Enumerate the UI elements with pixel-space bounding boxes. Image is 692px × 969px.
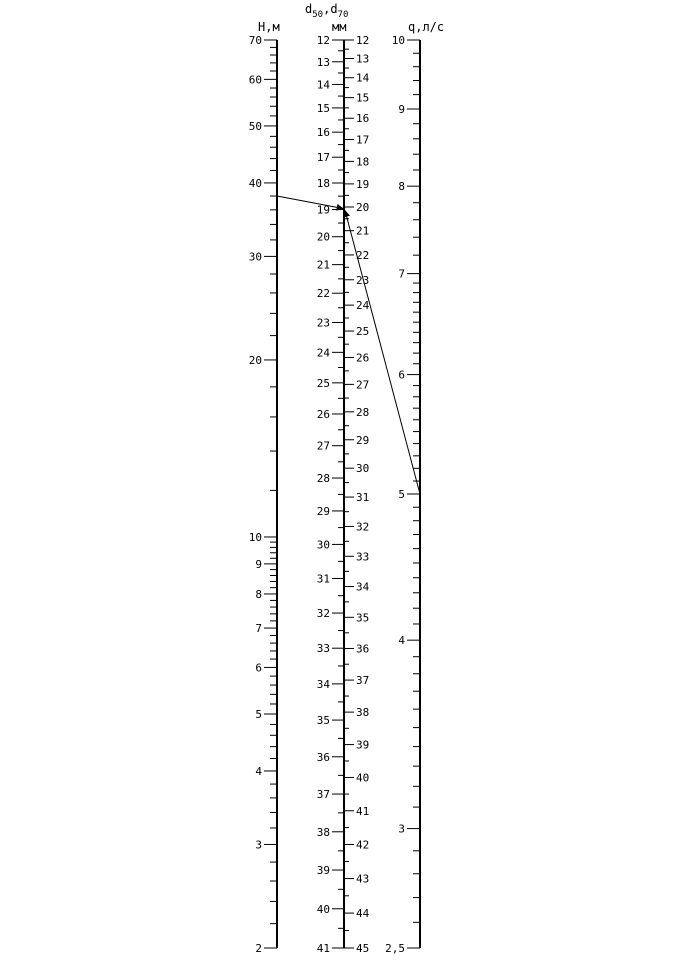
- h-tick-label: 6: [255, 661, 262, 675]
- d70-tick-label: 40: [356, 771, 370, 785]
- d70-tick-label: 28: [356, 405, 370, 419]
- key-line-h-to-d: [277, 196, 343, 208]
- q-axis-title: q,л/с: [408, 20, 445, 34]
- d50-tick-label: 14: [316, 78, 330, 92]
- d50-tick-label: 20: [316, 230, 330, 244]
- d70-tick-label: 13: [356, 52, 370, 66]
- d70-scale-ticks: [344, 34, 370, 955]
- q-tick-label: 5: [398, 488, 405, 501]
- d50-tick-label: 16: [316, 126, 330, 140]
- d70-tick-label: 19: [356, 177, 370, 191]
- d70-tick-label: 20: [356, 200, 370, 214]
- d50-tick-label: 34: [316, 677, 330, 691]
- d70-tick-label: 38: [356, 706, 370, 720]
- q-scale-ticks: [385, 34, 420, 955]
- d-axis-title: $d_{50},d_{70}$: [305, 2, 349, 20]
- d70-tick-label: 29: [356, 433, 370, 447]
- d50-tick-label: 25: [316, 376, 330, 390]
- h-tick-label: 60: [248, 73, 262, 87]
- d50-tick-label: 18: [316, 176, 330, 190]
- d70-tick-label: 12: [356, 34, 370, 47]
- h-tick-label: 50: [248, 119, 262, 133]
- d50-tick-label: 12: [316, 34, 330, 47]
- q-tick-label: 2,5: [385, 942, 405, 955]
- d50-tick-label: 41: [316, 942, 330, 955]
- d50-tick-label: 19: [316, 203, 330, 217]
- d50-tick-label: 17: [316, 151, 330, 165]
- h-tick-label: 3: [255, 838, 262, 852]
- q-tick-label: 8: [398, 180, 405, 194]
- d50-tick-label: 36: [316, 750, 330, 764]
- q-tick-label: 4: [398, 634, 405, 648]
- d70-tick-label: 41: [356, 804, 370, 818]
- h-tick-label: 10: [248, 530, 262, 544]
- q-tick-label: 3: [398, 822, 405, 836]
- d50-tick-label: 22: [316, 287, 330, 301]
- h-tick-label: 70: [248, 34, 262, 47]
- d70-tick-label: 14: [356, 71, 370, 85]
- h-tick-label: 4: [255, 764, 262, 778]
- h-tick-label: 5: [255, 707, 262, 721]
- d-axis-unit: мм: [332, 20, 347, 34]
- h-scale-ticks: [249, 34, 277, 955]
- d70-tick-label: 25: [356, 325, 370, 339]
- d50-tick-label: 24: [316, 346, 330, 360]
- h-axis-title: H,м: [258, 20, 280, 34]
- d70-tick-label: 36: [356, 642, 370, 656]
- d70-tick-label: 17: [356, 133, 370, 147]
- d50-tick-label: 32: [316, 607, 330, 621]
- h-tick-label: 40: [248, 176, 262, 190]
- d70-tick-label: 22: [356, 248, 370, 262]
- d50-tick-label: 21: [316, 258, 330, 272]
- d70-tick-label: 37: [356, 674, 370, 688]
- d50-tick-label: 35: [316, 714, 330, 728]
- d70-tick-label: 31: [356, 491, 370, 505]
- d50-tick-label: 39: [316, 864, 330, 878]
- d70-tick-label: 15: [356, 91, 370, 105]
- d70-tick-label: 27: [356, 378, 370, 392]
- d50-tick-label: 23: [316, 316, 330, 330]
- h-tick-label: 2: [255, 942, 262, 955]
- h-tick-label: 8: [255, 587, 262, 601]
- d70-tick-label: 35: [356, 611, 370, 625]
- d50-tick-label: 37: [316, 788, 330, 802]
- d50-tick-label: 15: [316, 101, 330, 115]
- d50-tick-label: 27: [316, 439, 330, 453]
- d70-tick-label: 16: [356, 112, 370, 126]
- d70-tick-label: 23: [356, 273, 370, 287]
- d50-tick-label: 40: [316, 902, 330, 916]
- d70-tick-label: 42: [356, 838, 370, 852]
- d50-tick-label: 38: [316, 825, 330, 839]
- q-tick-label: 6: [398, 368, 405, 382]
- d70-tick-label: 30: [356, 462, 370, 476]
- q-tick-label: 10: [391, 34, 405, 47]
- q-tick-label: 7: [398, 267, 405, 281]
- d70-tick-label: 18: [356, 155, 370, 169]
- h-tick-label: 9: [255, 557, 262, 571]
- d50-tick-label: 31: [316, 572, 330, 586]
- d50-tick-label: 30: [316, 538, 330, 552]
- h-tick-label: 7: [255, 622, 262, 636]
- q-tick-label: 9: [398, 103, 405, 117]
- d50-scale-ticks: [317, 34, 344, 955]
- d70-tick-label: 34: [356, 580, 370, 594]
- d50-tick-label: 29: [316, 504, 330, 518]
- key-lines: [277, 196, 420, 494]
- h-tick-label: 20: [248, 353, 262, 367]
- d70-tick-label: 43: [356, 872, 370, 886]
- d50-tick-label: 13: [316, 55, 330, 69]
- d70-tick-label: 44: [356, 907, 370, 921]
- h-tick-label: 30: [248, 250, 262, 264]
- d70-tick-label: 32: [356, 520, 370, 534]
- d70-tick-label: 21: [356, 224, 370, 238]
- d70-tick-label: 26: [356, 351, 370, 365]
- d70-tick-label: 24: [356, 299, 370, 313]
- d50-tick-label: 33: [316, 642, 330, 656]
- d50-tick-label: 28: [316, 472, 330, 486]
- d70-tick-label: 45: [356, 942, 370, 955]
- d70-tick-label: 33: [356, 550, 370, 564]
- d50-tick-label: 26: [316, 407, 330, 421]
- d70-tick-label: 39: [356, 738, 370, 752]
